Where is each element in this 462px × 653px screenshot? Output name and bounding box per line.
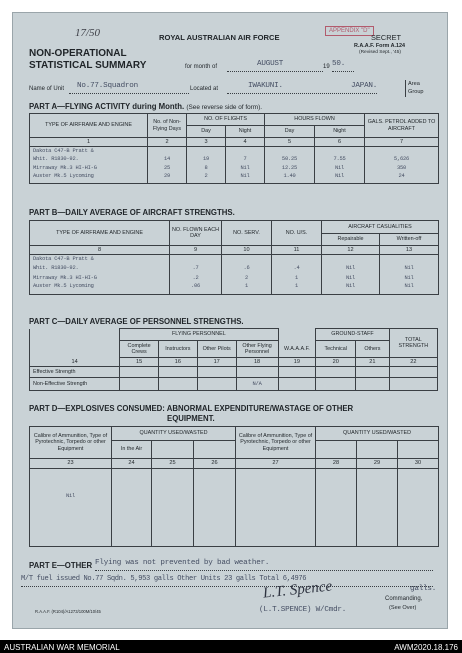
- commander-signature: L.T. Spence: [262, 578, 333, 602]
- archive-footer: [0, 640, 462, 653]
- part-b-header-type: TYPE OF AIRFRAME AND ENGINE: [30, 221, 170, 246]
- written-off: Nil: [380, 264, 439, 274]
- table-row-type: Whit. R1830-92.: [30, 264, 170, 274]
- located-value: IWAKUNI.: [248, 82, 283, 90]
- col-number: 5: [265, 138, 315, 147]
- nonflying-days: 14: [148, 155, 187, 164]
- area-group-label: Area Group: [405, 80, 435, 97]
- gals-petrol: 350: [365, 164, 439, 173]
- part-e-line-2: M/T fuel issued No.77 Sqdn. 5,953 galls Other Units 23 galls Total 6,4976: [21, 575, 307, 583]
- col-number: 6: [315, 138, 365, 147]
- flights-night: Nil: [226, 164, 265, 173]
- org-title: ROYAL AUSTRALIAN AIR FORCE: [159, 33, 280, 42]
- part-d-title: PART D—EXPLOSIVES CONSUMED: ABNORMAL EXPENDITURE/WASTAGE OF OTHER EQUIPMENT.: [29, 404, 354, 423]
- part-d-header-quantity: QUANTITY USED/WASTED: [316, 427, 439, 441]
- unit-value: No.77.Squadron: [77, 82, 138, 90]
- table-row-type: Auster Mk.5 Lycoming: [30, 283, 170, 295]
- part-a-header-night: Night: [226, 126, 265, 138]
- part-b-header-us: NO. U/S.: [272, 221, 322, 246]
- col-number: 23: [30, 459, 112, 469]
- part-a-title: PART A—FLYING ACTIVITY during Month. (See reverse side of form).: [29, 102, 263, 111]
- repairable: Nil: [322, 274, 380, 283]
- col-number: 28: [316, 459, 357, 469]
- col-number: 2: [148, 138, 187, 147]
- flown-each-day: .7: [170, 264, 222, 274]
- part-d-header-in-air: In the Air: [112, 441, 152, 459]
- unserviceable: 1: [272, 274, 322, 283]
- part-b-header-flown: NO. FLOWN EACH DAY: [170, 221, 222, 246]
- flights-day: 2: [187, 173, 226, 184]
- table-row-type: Auster Mk.5 Lycoming: [30, 173, 148, 184]
- col-number: 1: [30, 138, 148, 147]
- part-c-col-header: Technical: [316, 341, 356, 358]
- part-a-header-hours: HOURS FLOWN: [265, 114, 365, 126]
- part-a-header-type: TYPE OF AIRFRAME AND ENGINE: [30, 114, 148, 138]
- col-number: 11: [272, 246, 322, 255]
- gals-petrol: 24: [365, 173, 439, 184]
- year-value: 50.: [332, 60, 346, 68]
- table-row-type: Dakota C47-B Pratt &: [30, 147, 148, 155]
- country-value: JAPAN.: [351, 82, 378, 90]
- part-a-header-day: Day: [265, 126, 315, 138]
- col-number: 25: [152, 459, 194, 469]
- col-number: 12: [322, 246, 380, 255]
- repairable: Nil: [322, 283, 380, 295]
- not-applicable-value: N/A: [236, 378, 278, 391]
- col-number: 3: [187, 138, 226, 147]
- flown-each-day: .2: [170, 274, 222, 283]
- hours-night: Nil: [315, 164, 365, 173]
- form-revised: (Revised Sept., '45): [359, 50, 401, 55]
- table-row-type: Mirraway Mk.3 HI-HI-G: [30, 274, 170, 283]
- hours-night: Nil: [315, 173, 365, 184]
- secret-label: SECRET: [371, 33, 401, 42]
- flights-night: 7: [226, 155, 265, 164]
- archive-accession-number: AWM2020.18.176: [394, 643, 458, 652]
- part-c-total-strength: TOTAL STRENGTH: [389, 329, 437, 358]
- hours-day: 50.25: [265, 155, 315, 164]
- col-number: 7: [365, 138, 439, 147]
- col-number: 14: [30, 358, 120, 367]
- part-c-col-header: Complete Crews: [120, 341, 159, 358]
- serviceable: 1: [222, 283, 272, 295]
- part-b-header-casualties: AIRCRAFT CASUALITIES: [322, 221, 439, 234]
- col-number: 9: [170, 246, 222, 255]
- part-e-line-1: Flying was not prevented by bad weather.: [95, 559, 270, 567]
- part-c-col-header: Instructors: [158, 341, 197, 358]
- col-number: 21: [356, 358, 390, 367]
- form-number: R.A.A.F. Form A.124: [354, 43, 406, 49]
- printer-imprint: R.A.A.F. (R104)/A1273/100M/10/45: [35, 609, 101, 614]
- col-number: 18: [236, 358, 278, 367]
- document-sheet: [12, 12, 448, 629]
- col-number: 4: [226, 138, 265, 147]
- part-a-header-gals: GALS. PETROL ADDED TO AIRCRAFT: [365, 114, 439, 138]
- located-label: Located at: [190, 86, 219, 92]
- part-d-header-quantity: QUANTITY USED/WASTED: [112, 427, 236, 441]
- table-row-type: Mirraway Mk.3 HI-HI-G: [30, 164, 148, 173]
- effective-strength-label: Effective Strength: [30, 367, 120, 378]
- gals-petrol: 5,626: [365, 155, 439, 164]
- col-number: 13: [380, 246, 439, 255]
- part-c-table: [29, 328, 438, 391]
- part-c-title: PART C—DAILY AVERAGE OF PERSONNEL STRENGTHS.: [29, 317, 244, 326]
- signed-name: (L.T.SPENCE) W/Cmdr.: [259, 606, 347, 614]
- flights-day: 8: [187, 164, 226, 173]
- part-c-flying-personnel: FLYING PERSONNEL: [120, 329, 278, 341]
- nonflying-days: 25: [148, 164, 187, 173]
- part-c-ground-staff: GROUND-STAFF: [316, 329, 389, 341]
- unserviceable: 1: [272, 283, 322, 295]
- archive-name: AUSTRALIAN WAR MEMORIAL: [4, 643, 120, 652]
- part-b-header-serv: NO. SERV.: [222, 221, 272, 246]
- col-number: 27: [236, 459, 316, 469]
- hours-day: 1.40: [265, 173, 315, 184]
- commanding-label: Commanding,: [385, 596, 423, 602]
- part-a-header-flights: NO. OF FLIGHTS: [187, 114, 265, 126]
- part-c-col-header: Other Pilots: [197, 341, 236, 358]
- part-c-col-header: Others: [356, 341, 390, 358]
- part-d-table: [29, 426, 439, 547]
- serviceable: .6: [222, 264, 272, 274]
- part-b-table: [29, 220, 439, 295]
- col-number: 26: [194, 459, 236, 469]
- col-number: 24: [112, 459, 152, 469]
- flown-each-day: .06: [170, 283, 222, 295]
- part-d-header-calibre: Calibre of Ammunition, Type of Pyrotechnic, Torpedo or other Equipment: [30, 427, 112, 459]
- for-month-label: for month of: [185, 64, 218, 70]
- part-e-line-2-cont: galls.: [410, 585, 437, 593]
- flights-night: Nil: [226, 173, 265, 184]
- nil-value: Nil: [30, 491, 112, 502]
- part-b-title: PART B—DAILY AVERAGE OF AIRCRAFT STRENGTHS.: [29, 208, 235, 217]
- form-title-line1: NON-OPERATIONAL: [29, 48, 127, 59]
- hours-day: 12.25: [265, 164, 315, 173]
- col-number: 16: [158, 358, 197, 367]
- year-prefix: 19: [323, 64, 330, 70]
- part-a-table: [29, 113, 439, 184]
- unserviceable: .4: [272, 264, 322, 274]
- part-e-label: PART E—OTHER: [29, 561, 93, 570]
- written-off: Nil: [380, 274, 439, 283]
- col-number: 22: [389, 358, 437, 367]
- flights-day: 19: [187, 155, 226, 164]
- appendix-stamp: APPENDIX "D": [325, 26, 374, 36]
- nonflying-days: 29: [148, 173, 187, 184]
- hours-night: 7.55: [315, 155, 365, 164]
- unit-label: Name of Unit: [29, 86, 65, 92]
- part-b-header-written-off: Written-off: [380, 234, 439, 246]
- col-number: 30: [398, 459, 439, 469]
- col-number: 29: [357, 459, 398, 469]
- part-d-header-calibre: Calibre of Ammunition, Type of Pyrotechnic, Torpedo or other Equipment: [236, 427, 316, 459]
- non-effective-strength-label: Non-Effective Strength: [30, 378, 120, 391]
- see-over-label: (See Over): [389, 605, 417, 611]
- col-number: 20: [316, 358, 356, 367]
- part-a-header-nonflying: No. of Non-Flying Days: [148, 114, 187, 138]
- table-row-type: Whit. R1830-92.: [30, 155, 148, 164]
- written-off: Nil: [380, 283, 439, 295]
- part-a-header-day: Day: [187, 126, 226, 138]
- col-number: 19: [278, 358, 316, 367]
- col-number: 10: [222, 246, 272, 255]
- part-b-header-repairable: Repairable: [322, 234, 380, 246]
- repairable: Nil: [322, 264, 380, 274]
- form-title-line2: STATISTICAL SUMMARY: [29, 60, 147, 71]
- table-row-type: Dakota C47-B Pratt &: [30, 255, 170, 264]
- part-c-col-header: Other Flying Personnel: [236, 341, 278, 358]
- col-number: 17: [197, 358, 236, 367]
- month-value: AUGUST: [257, 60, 284, 68]
- col-number: 8: [30, 246, 170, 255]
- part-a-header-night: Night: [315, 126, 365, 138]
- part-c-col-header: W.A.A.A.F.: [278, 341, 316, 358]
- handwritten-reference: 17/50: [75, 27, 101, 39]
- col-number: 15: [120, 358, 159, 367]
- serviceable: 2: [222, 274, 272, 283]
